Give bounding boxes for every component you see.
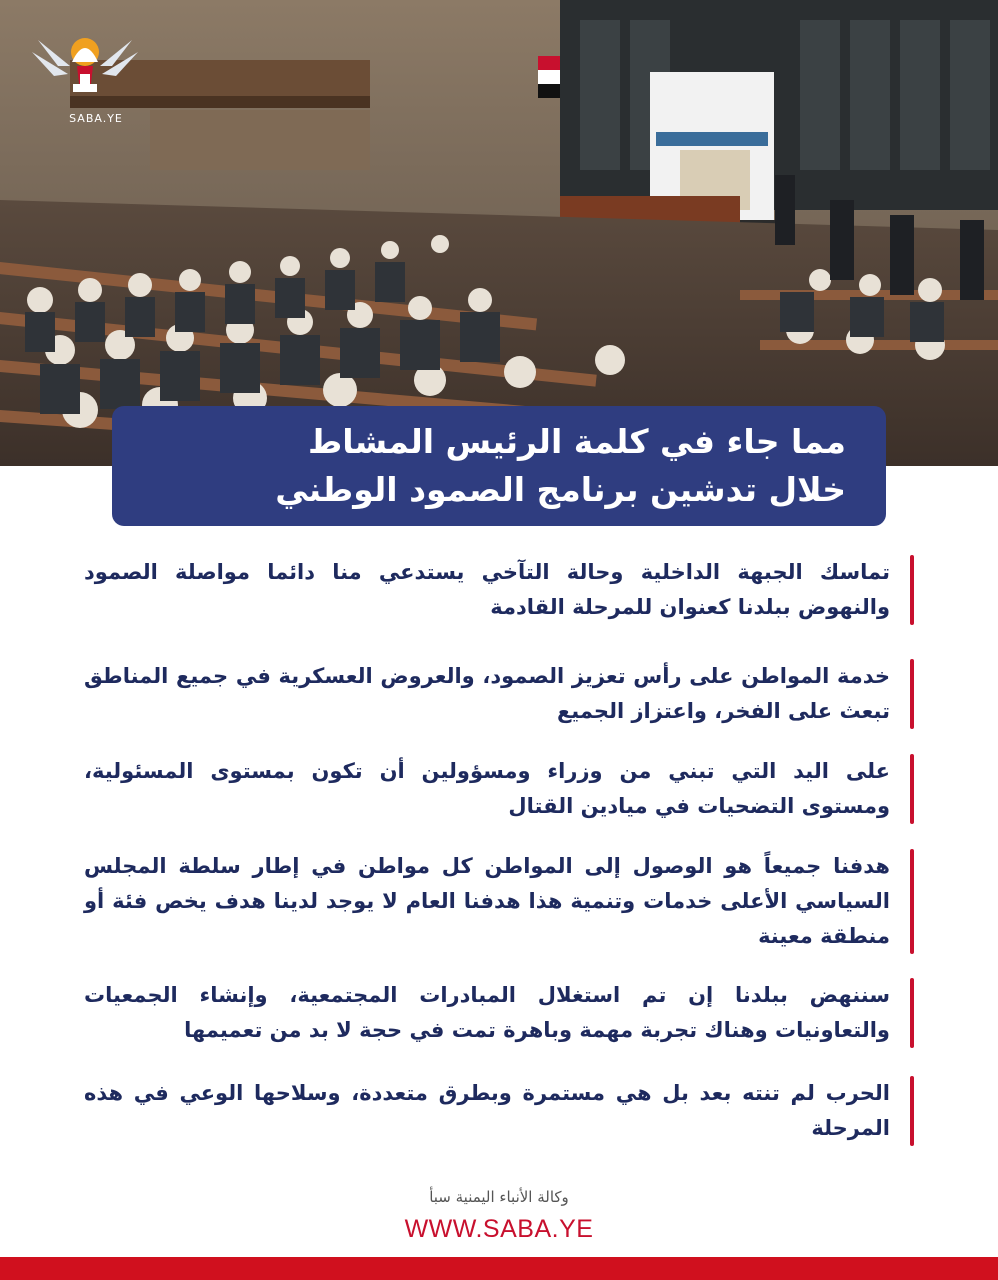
statement-text: خدمة المواطن على رأس تعزيز الصمود، والعروض العسكرية في جميع المناطق تبعث على الفخر، واعتزاز الجميع bbox=[84, 664, 890, 723]
statement-item bbox=[84, 659, 914, 729]
logo-text: SABA.YE bbox=[69, 112, 123, 125]
title-line-1: مما جاء في كلمة الرئيس المشاط bbox=[307, 422, 846, 461]
statement-text: هدفنا جميعاً هو الوصول إلى المواطن كل مواطن في إطار سلطة المجلس السياسي الأعلى خدمات وتنمية هذا هدفنا العام لا يوجد لدينا هدف يخص فئة أو منطقة معينة bbox=[84, 854, 890, 948]
statement-text: تماسك الجبهة الداخلية وحالة التآخي يستدعي منا دائما مواصلة الصمود والنهوض ببلدنا كعنوان للمرحلة القادمة bbox=[84, 560, 890, 619]
saba-logo bbox=[30, 26, 140, 125]
accent-bar bbox=[910, 849, 914, 954]
statement-item bbox=[84, 1076, 914, 1146]
statement-item bbox=[84, 555, 914, 625]
bottom-stripe bbox=[0, 1257, 998, 1280]
title-box bbox=[112, 406, 886, 526]
accent-bar bbox=[910, 1076, 914, 1146]
statement-text: الحرب لم تنته بعد بل هي مستمرة وبطرق متعددة، وسلاحها الوعي في هذه المرحلة bbox=[84, 1081, 890, 1140]
assembly-hall-image bbox=[0, 0, 998, 466]
accent-bar bbox=[910, 978, 914, 1048]
statement-item bbox=[84, 978, 914, 1048]
statement-text: على اليد التي تبني من وزراء ومسؤولين أن تكون بمستوى المسئولية، ومستوى التضحيات في ميادين القتال bbox=[84, 759, 890, 818]
statement-text: سننهض ببلدنا إن تم استغلال المبادرات المجتمعية، وإنشاء الجمعيات والتعاونيات وهناك تجربة مهمة وباهرة تمت في حجة لا بد من تعميمها bbox=[84, 983, 890, 1042]
accent-bar bbox=[910, 659, 914, 729]
hero-photo bbox=[0, 0, 998, 466]
accent-bar bbox=[910, 754, 914, 824]
title-line-2: خلال تدشين برنامج الصمود الوطني bbox=[275, 470, 846, 509]
eagle-logo-icon bbox=[30, 26, 140, 110]
statement-item bbox=[84, 849, 914, 954]
footer-url[interactable]: WWW.SABA.YE bbox=[404, 1215, 594, 1243]
footer-source: وكالة الأنباء اليمنية سبأ bbox=[429, 1188, 569, 1206]
statement-item bbox=[84, 754, 914, 824]
accent-bar bbox=[910, 555, 914, 625]
